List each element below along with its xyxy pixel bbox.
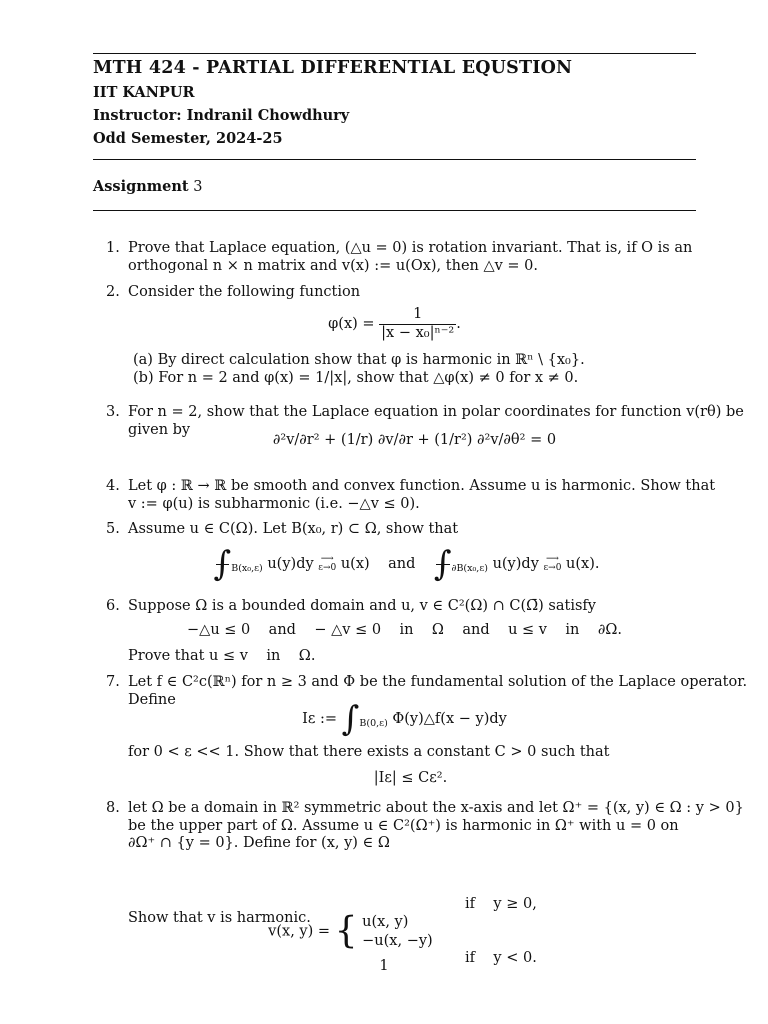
limit-label: ε→0 xyxy=(543,563,562,573)
average-integral-sign: ∫ xyxy=(213,544,232,584)
equation-lhs: Iε := xyxy=(302,711,338,727)
problem-text-line: Define xyxy=(128,691,176,708)
integral-domain: B(0,ε) xyxy=(359,718,388,729)
polar-laplace-equation: ∂²v/∂r² + (1/r) ∂v/∂r + (1/r²) ∂²v/∂θ² = 0 xyxy=(272,432,557,448)
problem-number: 2. xyxy=(106,284,120,300)
problem-number: 5. xyxy=(106,521,120,537)
problem-number: 7. xyxy=(106,674,120,690)
equation-lhs: v(x, y) = xyxy=(268,923,331,940)
problem-text-line: Show that v is harmonic. xyxy=(128,910,311,926)
conjunction: and xyxy=(388,556,416,572)
problem-text-line: For n = 2, show that the Laplace equation in polar coordinates for function v(rθ) be xyxy=(128,404,744,420)
problem-text-line: for 0 < ε << 1. Show that there exists a constant C > 0 such that xyxy=(128,744,610,760)
integrand: Φ(y)△f(x − y)dy xyxy=(392,711,507,727)
integral-domain: ∂B(x₀,ε) xyxy=(451,563,488,574)
semester: Odd Semester, 2024-25 xyxy=(93,130,283,147)
integrand: u(y)dy xyxy=(492,556,539,572)
header-rule xyxy=(93,159,696,160)
problem-text-line: Consider the following function xyxy=(128,284,361,300)
subparts xyxy=(133,352,701,387)
assignment-heading xyxy=(93,178,202,195)
problem-text-line: Let f ∈ C²c(ℝⁿ) for n ≥ 3 and Φ be the fundamental solution of the Laplace operator. xyxy=(128,674,748,690)
case-condition: if y ≥ 0, xyxy=(464,896,537,912)
problem-text-line: let Ω be a domain in ℝ² symmetric about the x-axis and let Ω⁺ = {(x, y) ∈ Ω : y > 0} xyxy=(128,800,744,816)
problem-text-line: Assume u ∈ C(Ω). Let B(x₀, r) ⊂ Ω, show that xyxy=(128,521,459,537)
institute: IIT KANPUR xyxy=(93,84,195,101)
assignment-number: 3 xyxy=(193,179,203,195)
case-value: −u(x, −y) xyxy=(362,932,433,949)
integral-domain: B(x₀,ε) xyxy=(231,563,263,574)
piecewise-definition xyxy=(101,860,704,1003)
problem-text-line: be the upper part of Ω. Assume u ∈ C²(Ω⁺) is harmonic in Ω⁺ with u = 0 on xyxy=(128,817,679,834)
mean-value-limits xyxy=(105,544,708,584)
average-integral-sign: ∫ xyxy=(433,544,452,584)
equation-lhs: φ(x) = xyxy=(328,316,375,332)
limit-label: ε→0 xyxy=(318,563,337,573)
limit-result: u(x). xyxy=(566,556,600,572)
course-title: MTH 424 - PARTIAL DIFFERENTIAL EQUSTION xyxy=(93,58,573,78)
problem-text-line: Let φ : ℝ → ℝ be smooth and convex function. Assume u is harmonic. Show that xyxy=(128,478,716,494)
problem-text-line: orthogonal n × n matrix and v(x) := u(Ox), then △v = 0. xyxy=(128,257,539,274)
problem-text-line: Prove that Laplace equation, (△u = 0) is rotation invariant. That is, if O is an xyxy=(128,240,693,256)
problem-text-line: Prove that u ≤ v in Ω. xyxy=(128,648,316,664)
equation-phi xyxy=(93,306,696,342)
problem-number: 3. xyxy=(106,404,120,420)
limit-arrow: ⟶ ε→0 xyxy=(318,554,337,573)
page-number: 1 xyxy=(379,958,389,974)
problem-number: 1. xyxy=(106,240,120,256)
problem-text-line: ∂Ω⁺ ∩ {y = 0}. Define for (x, y) ∈ Ω xyxy=(128,835,390,851)
limit-arrow: ⟶ ε→0 xyxy=(543,554,562,573)
subpart-b: (b) For n = 2 and φ(x) = 1/|x|, show that △φ(x) ≠ 0 for x ≠ 0. xyxy=(133,369,579,386)
problem-text-line: Suppose Ω is a bounded domain and u, v ∈ C²(Ω) ∩ C(Ω̄) satisfy xyxy=(128,598,596,614)
fraction xyxy=(379,306,456,342)
estimate-inequality: |Iε| ≤ Cε². xyxy=(373,770,448,786)
subpart-a: (a) By direct calculation show that φ is harmonic in ℝⁿ \ {x₀}. xyxy=(133,352,585,368)
case-value: u(x, y) xyxy=(362,913,409,930)
denominator: |x − x₀|ⁿ⁻² xyxy=(381,324,455,341)
assignment-label: Assignment xyxy=(93,178,189,195)
instructor: Instructor: Indranil Chowdhury xyxy=(93,107,350,124)
case-condition: if y < 0. xyxy=(464,950,537,966)
numerator: 1 xyxy=(379,306,456,325)
assignment-rule xyxy=(93,210,696,211)
problem-number: 6. xyxy=(106,598,120,614)
limit-result: u(x) xyxy=(340,556,370,572)
equation-end: . xyxy=(456,316,461,332)
problem-number: 8. xyxy=(106,800,120,816)
integral-sign: ∫ xyxy=(341,699,360,739)
comparison-inequalities: −△u ≤ 0 and − △v ≤ 0 in Ω and u ≤ v in ∂Ω. xyxy=(187,622,622,638)
top-rule xyxy=(93,53,696,54)
problem-text-line: v := φ(u) is subharmonic (i.e. −△v ≤ 0). xyxy=(128,495,420,512)
problem-number: 4. xyxy=(106,478,120,494)
integrand: u(y)dy xyxy=(267,556,314,572)
left-brace: { xyxy=(334,910,358,952)
problem-text-line: given by xyxy=(128,421,191,438)
cases-conditions xyxy=(465,860,537,1003)
